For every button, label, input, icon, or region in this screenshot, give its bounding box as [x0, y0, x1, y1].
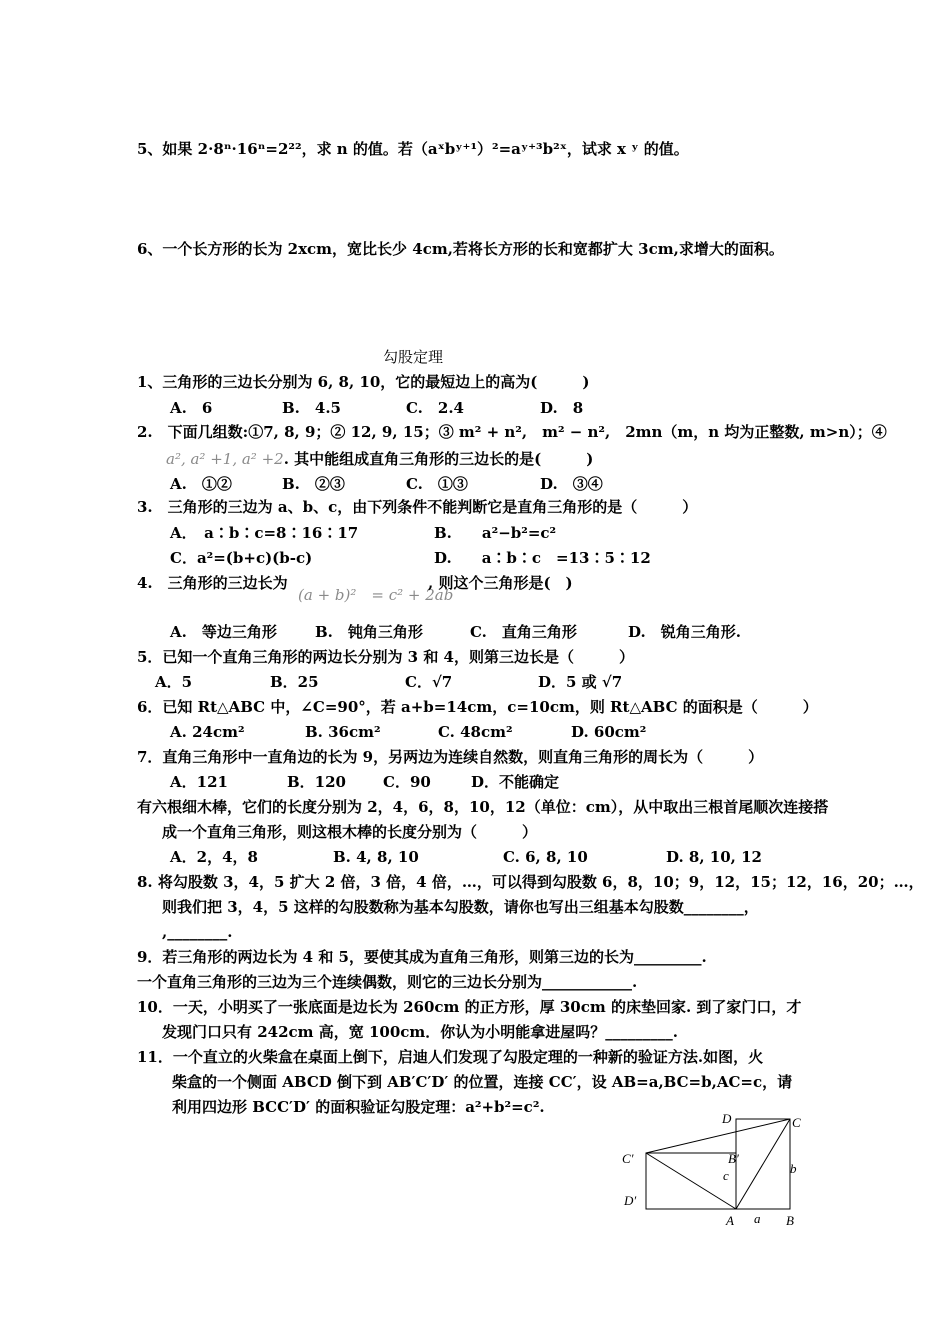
q5-option-a: A．5 — [155, 673, 193, 691]
q6-option-c: C. 48cm² — [438, 723, 513, 741]
q7b-option-a: A．2，4，8 — [170, 848, 258, 866]
q7b-line1: 有六根细木棒，它们的长度分别为 2，4，6，8，10，12（单位：cm），从中取出三根首尾顺次连接搭 — [137, 798, 829, 816]
q2-option-d: D. ③④ — [540, 475, 603, 493]
q11-line3: 利用四边形 BCC′D′ 的面积验证勾股定理：a²+b²=c². — [172, 1098, 545, 1116]
q3-option-b: B. a²−b²=c² — [434, 524, 557, 542]
q2-option-b: B. ②③ — [282, 475, 345, 493]
question-6-top: 6、一个长方形的长为 2xcm，宽比长少 4cm,若将长方形的长和宽都扩大 3cm,求增大的面积。 — [137, 240, 784, 258]
q8-line3: ,________. — [162, 923, 233, 941]
q1-option-d: D. 8 — [540, 399, 584, 417]
q7b-line2: 成一个直角三角形，则这根木棒的长度分别为（ ） — [162, 823, 538, 841]
q4-option-a: A. 等边三角形 — [170, 623, 277, 641]
q3-stem: 3. 三角形的三边为 a、b、c，由下列条件不能判断它是直角三角形的是（ ） — [137, 498, 698, 516]
q5-stem: 5．已知一个直角三角形的两边长分别为 3 和 4，则第三边长是（ ） — [137, 648, 634, 666]
q6-option-b: B. 36cm² — [305, 723, 381, 741]
q11-line2: 柴盒的一个侧面 ABCD 倒下到 AB′C′D′ 的位置，连接 CC′，设 AB=a,BC=b,AC=c，请 — [172, 1073, 793, 1091]
q2-line2 — [166, 449, 593, 469]
label-c-side: c — [723, 1168, 729, 1183]
q9: 9．若三角形的两边长为 4 和 5，要使其成为直角三角形，则第三边的长为_________. — [137, 948, 707, 966]
q7-option-d: D．不能确定 — [471, 773, 560, 791]
label-a: A — [726, 1213, 734, 1228]
matchbox-figure — [610, 1105, 820, 1235]
q10-line2: 发现门口只有 242cm 高，宽 100cm．你认为小明能拿进屋吗？_________. — [162, 1023, 679, 1041]
q2-stem: 2. 下面几组数:①7, 8, 9；② 12, 9, 15；③ m² + n², m² − n², 2mn（m，n 均为正整数, m>n）；④ — [137, 423, 887, 441]
q5-option-d: D．5 或 √7 — [538, 673, 623, 691]
line-c-prime-c — [646, 1119, 790, 1153]
q11-line1: 11．一个直立的火柴盒在桌面上倒下，启迪人们发现了勾股定理的一种新的验证方法.如图，火 — [137, 1048, 764, 1066]
q1-option-b: B. 4.5 — [282, 399, 341, 417]
q1-option-c: C. 2.4 — [406, 399, 464, 417]
q4-option-d: D. 锐角三角形. — [628, 623, 741, 641]
q2-tail: . 其中能组成直角三角形的三边长的是( ) — [283, 450, 594, 468]
q6-option-a: A. 24cm² — [170, 723, 245, 741]
q7b-option-c: C. 6, 8, 10 — [503, 848, 588, 866]
q4-stem: 4. 三角形的三边长为 — [137, 574, 288, 592]
q6-option-d: D. 60cm² — [571, 723, 647, 741]
q5-option-b: B．25 — [270, 673, 319, 691]
q8-line2: 则我们把 3，4，5 这样的勾股数称为基本勾股数，请你也写出三组基本勾股数________， — [162, 898, 759, 916]
q7-stem: 7．直角三角形中一直角边的长为 9，另两边为连续自然数，则直角三角形的周长为（ ） — [137, 748, 764, 766]
label-d: D — [722, 1111, 732, 1126]
q2-option-a: A. ①② — [170, 475, 232, 493]
q10-line1: 10．一天，小明买了一张底面是边长为 260cm 的正方形，厚 30cm 的床垫回家. 到了家门口，才 — [137, 998, 802, 1016]
q9b: 一个直角三角形的三边为三个连续偶数，则它的三边长分别为____________. — [137, 973, 638, 991]
q7-option-b: B．120 — [287, 773, 346, 791]
q4-tail: , 则这个三角形是( ) — [428, 574, 573, 592]
q3-option-c: C．a²=(b+c)(b-c) — [170, 549, 313, 567]
question-5-top: 5、如果 2·8ⁿ·16ⁿ=2²²，求 n 的值。若（aˣbʸ⁺¹）²=aʸ⁺³b²ˣ，试求 x ʸ 的值。 — [137, 140, 689, 158]
q1-stem: 1、三角形的三边长分别为 6, 8, 10，它的最短边上的高为( ) — [137, 373, 590, 391]
q1-option-a: A. 6 — [170, 399, 213, 417]
q7b-option-d: D. 8, 10, 12 — [666, 848, 762, 866]
q2-option-c: C. ①③ — [406, 475, 468, 493]
q8-line1: 8. 将勾股数 3，4，5 扩大 2 倍，3 倍，4 倍，…，可以得到勾股数 6，8，10；9，12，15；12，16，20；…， — [137, 873, 924, 891]
q2-formula: a², a² +1, a² +2 — [166, 450, 284, 468]
label-b: B — [786, 1213, 794, 1228]
q4-formula: (a + b)² = c² + 2ab — [298, 586, 454, 604]
q7-option-c: C．90 — [383, 773, 431, 791]
q3-option-a: A． a∶b∶c=8∶16∶17 — [170, 524, 359, 542]
q4-option-c: C. 直角三角形 — [470, 623, 577, 641]
q4-option-b: B. 钝角三角形 — [315, 623, 423, 641]
label-c: C — [792, 1115, 801, 1130]
q3-option-d: D. a∶b∶c =13∶5∶12 — [434, 549, 651, 567]
label-d-prime: D′ — [624, 1193, 637, 1208]
label-b-side: b — [790, 1161, 797, 1176]
q6-stem: 6．已知 Rt△ABC 中，∠C=90°，若 a+b=14cm，c=10cm，则 Rt△ABC 的面积是（ ） — [137, 698, 818, 716]
q5-option-c: C．√7 — [405, 673, 453, 691]
label-c-prime: C′ — [622, 1151, 634, 1166]
q7b-option-b: B. 4, 8, 10 — [333, 848, 419, 866]
label-a-side: a — [754, 1211, 761, 1226]
q7-option-a: A．121 — [170, 773, 228, 791]
line-ac — [736, 1119, 790, 1209]
section-title: 勾股定理 — [383, 348, 444, 366]
label-b-prime: B′ — [728, 1151, 739, 1166]
